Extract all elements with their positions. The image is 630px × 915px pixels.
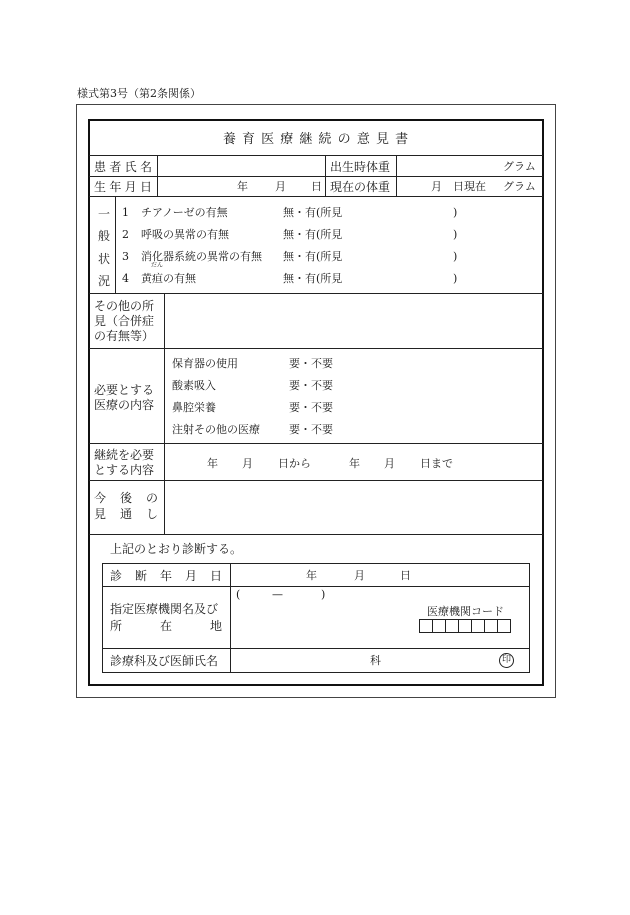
birthdate-year: 年 (237, 180, 248, 193)
from-month: 月 (242, 457, 253, 470)
general-side-char: 況 (98, 274, 111, 288)
to-day: 日まで (420, 457, 453, 470)
incubator-option[interactable]: 要・不要 (289, 357, 333, 370)
institution-code-label: 医療機関コード (427, 605, 504, 618)
doctor-label: 診療科及び医師氏名 (110, 654, 219, 668)
injection-option[interactable]: 要・不要 (289, 423, 333, 436)
form-number-label: 様式第3号（第2条関係） (77, 87, 201, 100)
general-item-number: 3 (122, 250, 129, 263)
required-care-label: 医療の内容 (94, 398, 155, 412)
address-label: 所 在 地 (110, 619, 222, 633)
incubator-label: 保育器の使用 (172, 357, 238, 370)
cyanosis-option[interactable]: 無・有(所見 (283, 206, 343, 219)
divider (396, 156, 397, 196)
department-suffix: 科 (370, 654, 381, 667)
general-item-number: 4 (122, 272, 129, 285)
divider (89, 443, 543, 444)
patient-name-label: 患 者 氏 名 (94, 160, 152, 174)
digestive-label: 消化器系統の異常の有無 (141, 250, 262, 263)
code-box[interactable] (484, 619, 498, 633)
cyanosis-close: ) (453, 206, 458, 219)
nasal-feeding-option[interactable]: 要・不要 (289, 401, 333, 414)
other-findings-label: 見（合併症 (94, 314, 155, 328)
jaundice-ruby: だん (151, 262, 164, 269)
institution-label: 指定医療機関名及び (110, 602, 219, 616)
phone-dash: — (272, 588, 283, 601)
required-care-label: 必要とする (94, 383, 155, 397)
diagnosis-date-label: 診 断 年 月 日 (110, 569, 222, 583)
divider (89, 480, 543, 481)
birthdate-month: 月 (275, 180, 286, 193)
general-side-char: 一 (98, 207, 111, 221)
other-findings-label: その他の所 (94, 299, 155, 313)
birthdate-day: 日 (311, 180, 322, 193)
nasal-feeding-label: 鼻腔栄養 (172, 401, 216, 414)
to-month: 月 (384, 457, 395, 470)
other-findings-label: の有無等） (94, 329, 155, 343)
outlook-label: 見 通 し (94, 507, 158, 521)
diagnosis-month: 月 (354, 569, 365, 582)
cyanosis-label: チアノーゼの有無 (141, 206, 228, 219)
current-weight-date: 月 日現在 (431, 180, 486, 193)
code-box[interactable] (497, 619, 511, 633)
form-title: 養 育 医 療 継 続 の 意 見 書 (222, 132, 410, 147)
jaundice-close: ) (453, 272, 458, 285)
divider (89, 293, 543, 294)
general-side-char: 状 (98, 252, 111, 266)
general-item-number: 1 (122, 206, 129, 219)
phone-open: ( (236, 588, 241, 601)
divider (103, 648, 529, 649)
code-box[interactable] (419, 619, 433, 633)
jaundice-option[interactable]: 無・有(所見 (283, 272, 343, 285)
divider (325, 156, 326, 196)
patient-name-field[interactable] (158, 157, 324, 175)
birth-weight-unit: グラム (503, 160, 536, 173)
respiratory-option[interactable]: 無・有(所見 (283, 228, 343, 241)
general-item-number: 2 (122, 228, 129, 241)
respiratory-close: ) (453, 228, 458, 241)
divider (164, 294, 165, 534)
birth-weight-label: 出生時体重 (330, 160, 391, 174)
respiratory-label: 呼吸の異常の有無 (141, 228, 229, 241)
diagnosis-statement: 上記のとおり診断する。 (110, 542, 243, 556)
code-box[interactable] (471, 619, 485, 633)
other-findings-field[interactable] (166, 295, 542, 347)
to-year: 年 (349, 457, 360, 470)
current-weight-unit: グラム (503, 180, 536, 193)
digestive-option[interactable]: 無・有(所見 (283, 250, 343, 263)
outlook-label: 今 後 の (94, 491, 158, 505)
code-box[interactable] (445, 619, 459, 633)
divider (89, 196, 543, 197)
phone-close: ) (321, 588, 326, 601)
divider (115, 197, 116, 293)
diagnosis-day: 日 (400, 569, 411, 582)
outlook-field[interactable] (166, 482, 542, 533)
code-box[interactable] (458, 619, 472, 633)
general-side-char: 般 (98, 229, 111, 243)
divider (89, 534, 543, 535)
divider (103, 586, 529, 587)
from-day: 日から (278, 457, 311, 470)
birthdate-label: 生 年 月 日 (94, 180, 152, 194)
continuation-label: 継続を必要 (94, 448, 155, 462)
code-box[interactable] (432, 619, 446, 633)
seal-icon: 印 (499, 653, 514, 668)
divider (230, 564, 231, 672)
digestive-close: ) (453, 250, 458, 263)
current-weight-label: 現在の体重 (330, 180, 391, 194)
diagnosis-year: 年 (306, 569, 317, 582)
oxygen-label: 酸素吸入 (172, 379, 216, 392)
divider (89, 348, 543, 349)
jaundice-label: 黄疸の有無 (141, 272, 196, 285)
from-year: 年 (207, 457, 218, 470)
oxygen-option[interactable]: 要・不要 (289, 379, 333, 392)
injection-label: 注射その他の医療 (172, 423, 260, 436)
continuation-label: とする内容 (94, 463, 155, 477)
